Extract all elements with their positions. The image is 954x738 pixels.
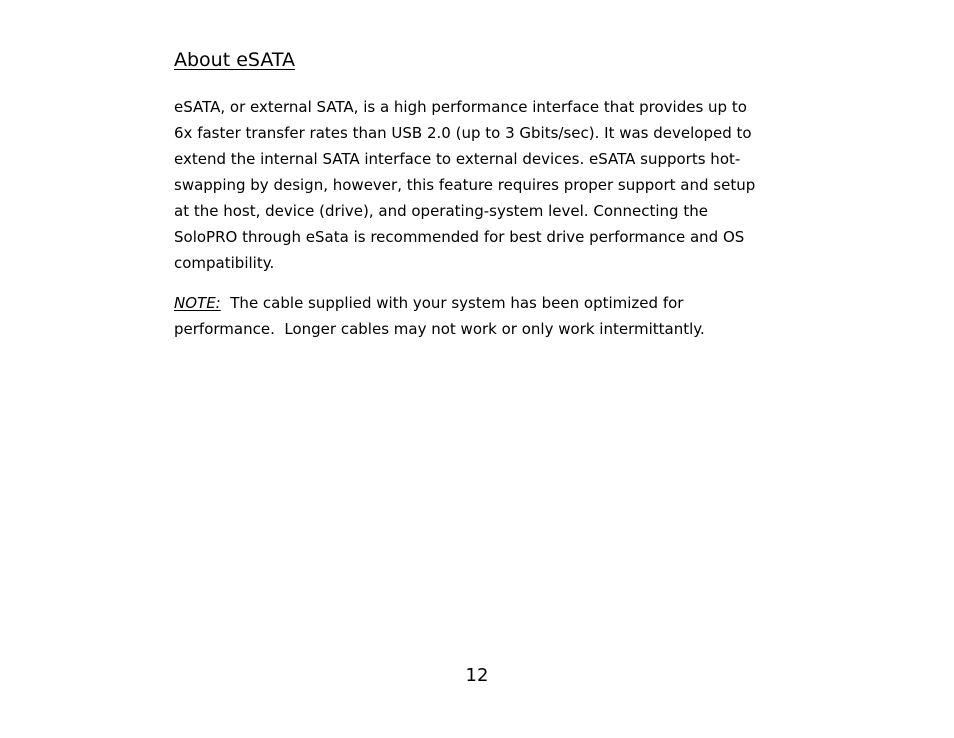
note-line: performance. Longer cables may not work or only work intermittantly. bbox=[174, 320, 705, 338]
paragraph-line: swapping by design, however, this feature requires proper support and setup bbox=[174, 176, 756, 194]
section-heading: About eSATA bbox=[174, 49, 295, 71]
paragraph-line: eSATA, or external SATA, is a high performance interface that provides up to bbox=[174, 98, 747, 116]
paragraph-line: extend the internal SATA interface to external devices. eSATA supports hot- bbox=[174, 150, 741, 168]
paragraph-line: compatibility. bbox=[174, 254, 275, 272]
paragraph-line: at the host, device (drive), and operating-system level. Connecting the bbox=[174, 202, 708, 220]
paragraph-line: 6x faster transfer rates than USB 2.0 (up to 3 Gbits/sec). It was developed to bbox=[174, 124, 752, 142]
paragraph-line: SoloPRO through eSata is recommended for best drive performance and OS bbox=[174, 228, 745, 246]
note-label: NOTE: bbox=[174, 294, 221, 312]
note-paragraph bbox=[174, 290, 824, 342]
note-line: The cable supplied with your system has been optimized for bbox=[220, 294, 684, 312]
esata-description-paragraph bbox=[174, 94, 824, 276]
page-number: 12 bbox=[465, 665, 489, 686]
